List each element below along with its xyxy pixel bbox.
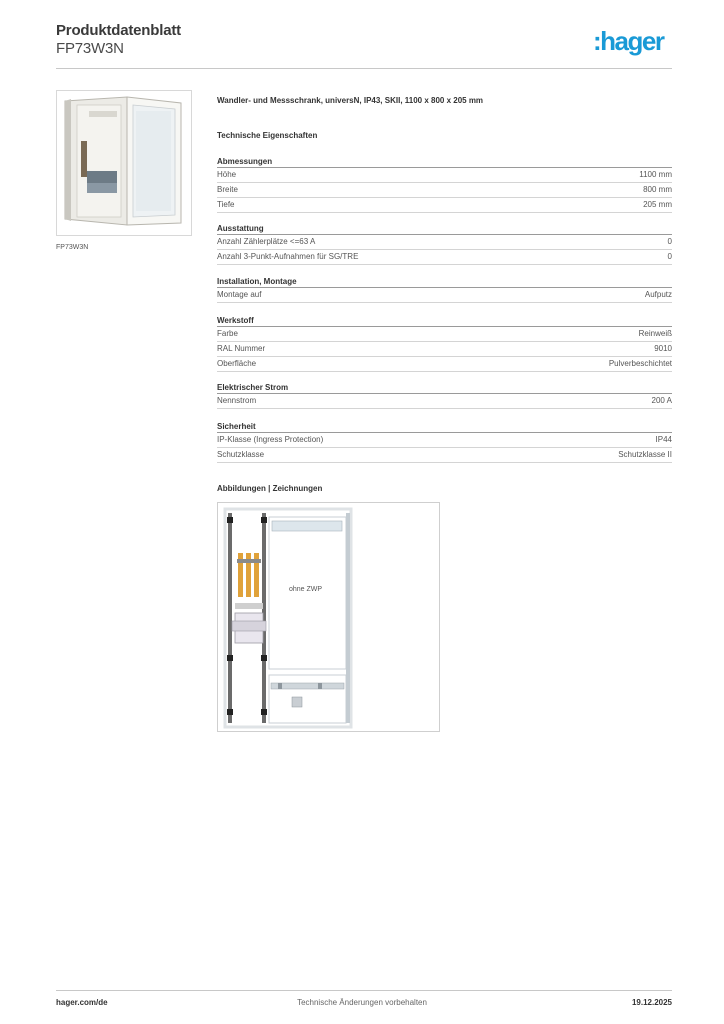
table-row: Tiefe 205 mm	[217, 198, 672, 213]
hager-logo: :hager	[593, 26, 664, 56]
section-safety	[217, 421, 672, 463]
footer-notice: Technische Änderungen vorbehalten	[297, 998, 427, 1007]
section-title: Abmessungen	[217, 156, 672, 168]
section-dimensions	[217, 156, 672, 213]
footer-website-link[interactable]: hager.com/de	[56, 998, 108, 1007]
table-row: RAL Nummer 9010	[217, 342, 672, 357]
image-caption: FP73W3N	[56, 244, 89, 251]
table-row: Oberfläche Pulverbeschichtet	[217, 357, 672, 372]
section-equipment	[217, 223, 672, 265]
section-title: Elektrischer Strom	[217, 382, 672, 394]
table-row: Breite 800 mm	[217, 183, 672, 198]
technical-properties-heading: Technische Eigenschaften	[217, 131, 318, 140]
section-installation	[217, 276, 672, 303]
section-title: Werkstoff	[217, 315, 672, 327]
section-title: Installation, Montage	[217, 276, 672, 288]
product-image	[56, 90, 192, 236]
section-material	[217, 315, 672, 372]
table-row: Anzahl 3-Punkt-Aufnahmen für SG/TRE 0	[217, 250, 672, 265]
page-title: Produktdatenblatt	[56, 22, 181, 39]
cabinet-photo-icon	[57, 91, 191, 235]
figures-heading: Abbildungen | Zeichnungen	[217, 484, 323, 493]
section-title: Ausstattung	[217, 223, 672, 235]
table-row: Schutzklasse Schutzklasse II	[217, 448, 672, 463]
drawing-label: ohne ZWP	[289, 586, 323, 593]
cabinet-drawing-icon	[218, 503, 439, 731]
table-row: Anzahl Zählerplätze <=63 A 0	[217, 235, 672, 250]
table-row: Nennstrom 200 A	[217, 394, 672, 409]
table-row: Höhe 1100 mm	[217, 168, 672, 183]
table-row: IP-Klasse (Ingress Protection) IP44	[217, 433, 672, 448]
footer-divider	[56, 990, 672, 991]
table-row: Farbe Reinweiß	[217, 327, 672, 342]
section-electric-current	[217, 382, 672, 409]
product-code: FP73W3N	[56, 40, 124, 57]
technical-drawing	[217, 502, 440, 732]
header-divider	[56, 68, 672, 69]
table-row: Montage auf Aufputz	[217, 288, 672, 303]
section-title: Sicherheit	[217, 421, 672, 433]
product-description: Wandler- und Messschrank, universN, IP43, SKII, 1100 x 800 x 205 mm	[217, 96, 484, 105]
footer-date: 19.12.2025	[631, 998, 672, 1007]
